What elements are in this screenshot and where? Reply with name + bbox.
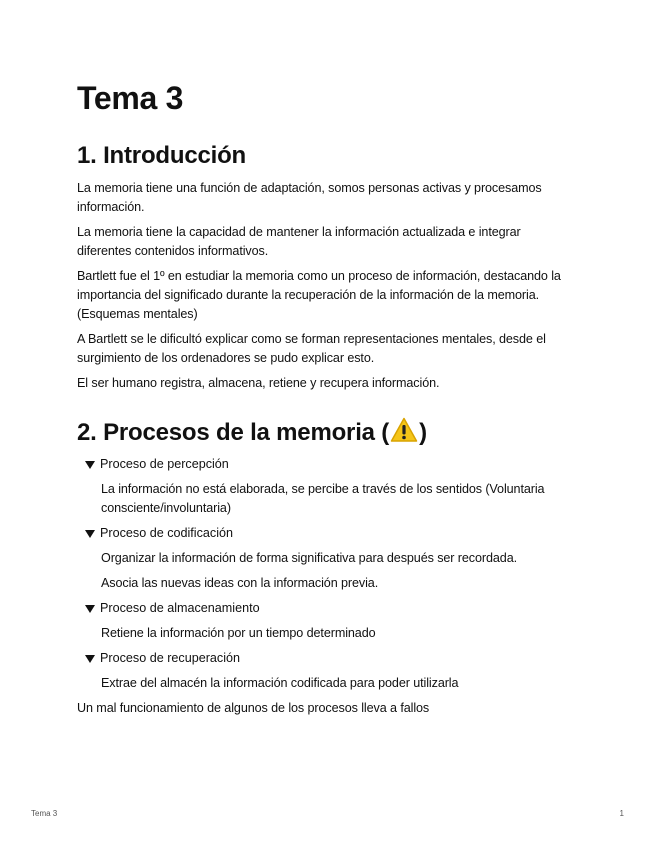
paragraph: La información no está elaborada, se percibe a través de los sentidos (Voluntaria consciente/involuntaria) [101, 482, 545, 515]
page-title: Tema 3 [77, 80, 184, 116]
toggle-label: Proceso de percepción [100, 457, 229, 471]
toggle-codificacion [77, 524, 577, 593]
closing-paragraph: Un mal funcionamiento de algunos de los procesos lleva a fallos [77, 701, 430, 715]
toggle-content [101, 674, 577, 693]
paragraph: A Bartlett se le dificultó explicar como se forman representaciones mentales, desde el surgimiento de los ordenadores se pudo explicar esto. [77, 332, 546, 365]
triangle-down-icon[interactable] [85, 605, 95, 613]
heading-text-end: ) [419, 419, 427, 446]
toggle-almacenamiento [77, 599, 577, 643]
toggle-header[interactable] [85, 599, 577, 618]
toggle-header[interactable] [85, 524, 577, 543]
triangle-down-icon[interactable] [85, 655, 95, 663]
paragraph: La memoria tiene una función de adaptación, somos personas activas y procesamos información. [77, 181, 542, 214]
triangle-down-icon[interactable] [85, 530, 95, 538]
triangle-down-icon[interactable] [85, 461, 95, 469]
paragraph: La memoria tiene la capacidad de mantener la información actualizada e integrar diferentes contenidos informativos. [77, 225, 521, 258]
toggle-label: Proceso de recuperación [100, 651, 241, 665]
warning-icon [390, 417, 418, 443]
paragraph: Organizar la información de forma significativa para después ser recordada. [101, 551, 518, 565]
paragraph: Extrae del almacén la información codificada para poder utilizarla [101, 676, 459, 690]
toggle-recuperacion [77, 649, 577, 693]
toggle-content [101, 549, 577, 593]
section-heading-procesos [77, 417, 577, 448]
toggle-label: Proceso de codificación [100, 526, 234, 540]
page-content [77, 78, 577, 718]
toggle-content [101, 480, 577, 518]
toggle-content [101, 624, 577, 643]
section-heading-introduccion: 1. Introducción [77, 142, 247, 169]
page-number: 1 [619, 809, 624, 818]
toggle-header[interactable] [85, 649, 577, 668]
toggle-percepcion [77, 455, 577, 518]
paragraph: El ser humano registra, almacena, retiene y recupera información. [77, 376, 440, 390]
heading-text: 2. Procesos de la memoria ( [77, 419, 390, 446]
intro-paragraphs [77, 179, 577, 393]
toggle-label: Proceso de almacenamiento [100, 601, 260, 615]
paragraph: Retiene la información por un tiempo determinado [101, 626, 376, 640]
paragraph: Bartlett fue el 1º en estudiar la memoria como un proceso de información, destacando la importancia del significado durante la recuperación de la información de la memoria. (Esquemas mentales) [77, 269, 561, 321]
footer-title: Tema 3 [31, 809, 58, 818]
paragraph: Asocia las nuevas ideas con la información previa. [101, 576, 379, 590]
toggle-header[interactable] [85, 455, 577, 474]
process-toggle-list [77, 455, 577, 693]
